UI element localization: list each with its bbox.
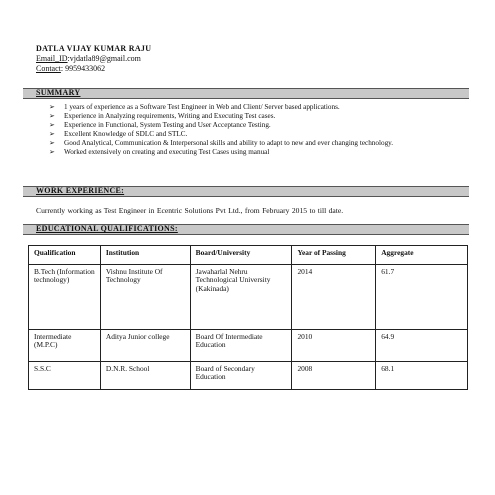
table-cell: 2014 bbox=[292, 264, 376, 329]
column-header: Institution bbox=[100, 246, 190, 265]
contact-line bbox=[36, 64, 151, 74]
column-header: Qualification bbox=[29, 246, 101, 265]
arrow-bullet-icon: ➢ bbox=[49, 103, 55, 111]
arrow-bullet-icon: ➢ bbox=[49, 148, 55, 156]
arrow-bullet-icon: ➢ bbox=[49, 130, 55, 138]
summary-item: ➢ Experience in Functional, System Testing and User Acceptance Testing. bbox=[49, 121, 271, 129]
table-cell: Aditya Junior college bbox=[100, 329, 190, 361]
summary-section-bar bbox=[23, 88, 469, 99]
table-cell: Intermediate (M.P.C) bbox=[29, 329, 101, 361]
table-cell: Board of Secondary Education bbox=[190, 361, 292, 389]
table-cell: B.Tech (Information technology) bbox=[29, 264, 101, 329]
table-header-row bbox=[29, 246, 468, 265]
table-cell: Vishnu Institute Of Technology bbox=[100, 264, 190, 329]
summary-item: ➢ 1 years of experience as a Software Test Engineer in Web and Client/ Server based applications. bbox=[49, 103, 340, 111]
resume-header bbox=[36, 44, 151, 74]
column-header: Aggregate bbox=[376, 246, 468, 265]
candidate-name: DATLA VIJAY KUMAR RAJU bbox=[36, 44, 152, 53]
summary-item: ➢ Experience in Analyzing requirements, Writing and Executing Test cases. bbox=[49, 112, 276, 120]
arrow-bullet-icon: ➢ bbox=[49, 139, 55, 147]
work-heading: WORK EXPERIENCE: bbox=[36, 186, 125, 195]
table-cell: Jawaharlal Nehru Technological University (Kakinada) bbox=[190, 264, 292, 329]
column-header: Year of Passing bbox=[292, 246, 376, 265]
contact-label: Contact bbox=[36, 64, 61, 73]
table-cell: 64.9 bbox=[376, 329, 468, 361]
summary-item: ➢ Worked extensively on creating and executing Test Cases using manual bbox=[49, 148, 270, 156]
table-row bbox=[29, 329, 468, 361]
email-label: Email_ID bbox=[36, 54, 68, 63]
education-table bbox=[28, 245, 468, 390]
education-heading: EDUCATIONAL QUALIFICATIONS: bbox=[36, 224, 178, 233]
table-row bbox=[29, 264, 468, 329]
education-section-bar bbox=[23, 224, 469, 235]
summary-item: ➢ Good Analytical, Communication & Interpersonal skills and ability to adapt to new and ever changing technology. bbox=[49, 139, 394, 147]
arrow-bullet-icon: ➢ bbox=[49, 112, 55, 120]
table-cell: D.N.R. School bbox=[100, 361, 190, 389]
summary-heading: SUMMARY bbox=[36, 88, 81, 97]
table-cell: S.S.C bbox=[29, 361, 101, 389]
table-cell: Board Of Intermediate Education bbox=[190, 329, 292, 361]
work-section-bar bbox=[23, 186, 469, 197]
work-description: Currently working as Test Engineer in Ecentric Solutions Pvt Ltd., from February 2015 to till date. bbox=[36, 206, 344, 215]
contact-value: : 9959433062 bbox=[60, 64, 106, 73]
table-cell: 2010 bbox=[292, 329, 376, 361]
summary-item: ➢ Excellent Knowledge of SDLC and STLC. bbox=[49, 130, 188, 138]
email-value: :vjdatla89@gmail.com bbox=[67, 54, 141, 63]
summary-list bbox=[49, 103, 449, 157]
arrow-bullet-icon: ➢ bbox=[49, 121, 55, 129]
table-cell: 61.7 bbox=[376, 264, 468, 329]
table-row bbox=[29, 361, 468, 389]
column-header: Board/University bbox=[190, 246, 292, 265]
table-cell: 2008 bbox=[292, 361, 376, 389]
table-cell: 68.1 bbox=[376, 361, 468, 389]
email-line bbox=[36, 54, 151, 64]
